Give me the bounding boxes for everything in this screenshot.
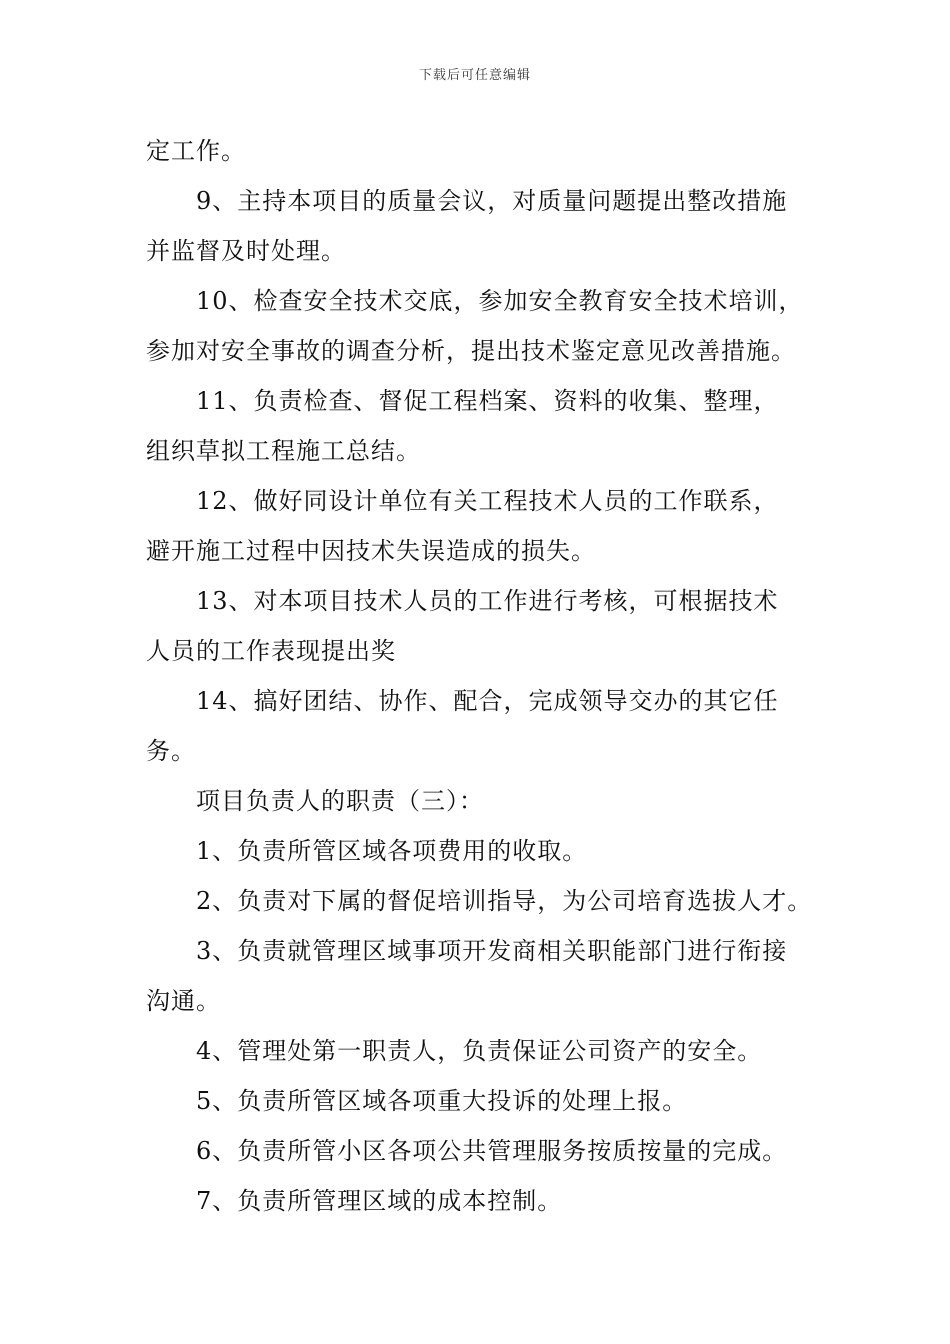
text-line: 组织草拟工程施工总结。 [146,437,421,465]
text-line: 并监督及时处理。 [146,237,346,265]
text-line: 4、管理处第一职责人，负责保证公司资产的安全。 [196,1037,763,1065]
document-body [146,126,816,1226]
text-line: 5、负责所管区域各项重大投诉的处理上报。 [196,1087,688,1115]
text-line: 9、主持本项目的质量会议，对质量问题提出整改措施 [196,187,788,215]
text-line: 务。 [146,737,196,765]
header-note: 下载后可任意编辑 [418,68,531,83]
text-line: 定工作。 [146,137,246,165]
text-line: 人员的工作表现提出奖 [146,637,396,665]
text-line: 1、负责所管区域各项费用的收取。 [196,837,588,865]
text-line: 参加对安全事故的调查分析，提出技术鉴定意见改善措施。 [146,337,796,365]
text-line: 13、对本项目技术人员的工作进行考核，可根据技术 [196,587,779,615]
section-heading: 项目负责人的职责（三）： [196,787,484,815]
text-line: 11、负责检查、督促工程档案、资料的收集、整理， [196,387,779,415]
text-line: 14、搞好团结、协作、配合，完成领导交办的其它任 [196,687,779,715]
text-line: 7、负责所管理区域的成本控制。 [196,1187,563,1215]
text-line: 12、做好同设计单位有关工程技术人员的工作联系， [196,487,779,515]
text-line: 3、负责就管理区域事项开发商相关职能部门进行衔接 [196,937,788,965]
text-line: 沟通。 [146,987,221,1015]
text-line: 6、负责所管小区各项公共管理服务按质按量的完成。 [196,1137,788,1165]
text-line: 10、检查安全技术交底，参加安全教育安全技术培训， [196,287,804,315]
text-line: 避开施工过程中因技术失误造成的损失。 [146,537,596,565]
text-line: 2、负责对下属的督促培训指导，为公司培育选拔人才。 [196,887,813,915]
